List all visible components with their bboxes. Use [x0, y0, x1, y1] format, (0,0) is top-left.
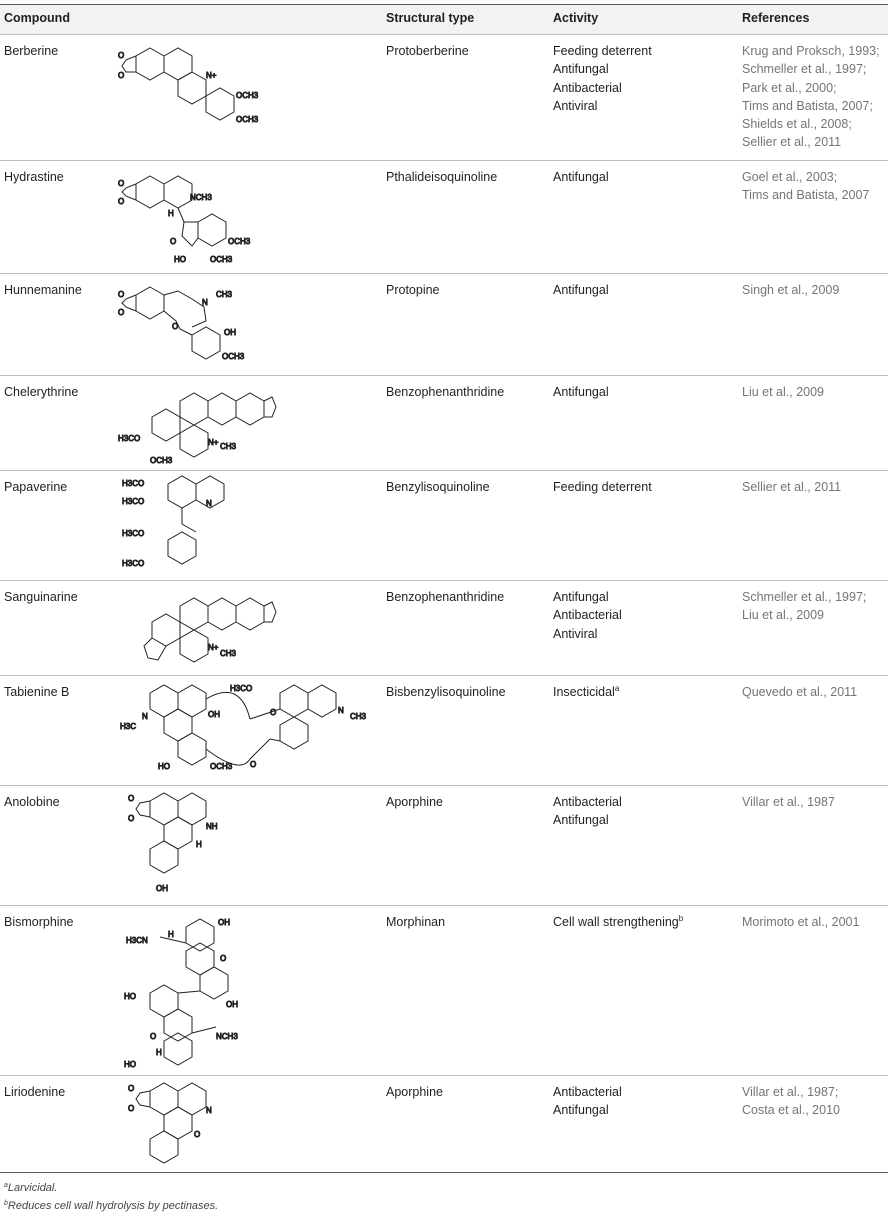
activity-cell — [553, 683, 619, 701]
reference-line: Liu et al., 2009 — [742, 608, 825, 623]
label-och3: OCH3 — [150, 456, 173, 465]
activity-line: Antifungal — [553, 813, 609, 828]
table-row-tabienine-b — [0, 675, 888, 785]
table-row-hunnemanine — [0, 273, 888, 375]
label-h3co-4: H3CO — [122, 559, 145, 568]
compound-name: Tabienine B — [4, 685, 70, 699]
reference-line: Schmeller et al., 1997; — [742, 62, 867, 77]
footnote-mark: b — [678, 914, 684, 923]
activity-line — [553, 913, 683, 931]
structure-hunnemanine — [120, 277, 270, 372]
reference-line: Shields et al., 2008; — [742, 117, 852, 132]
label-o: O — [270, 708, 277, 717]
svg-text:O: O — [128, 814, 135, 823]
activity-cell — [553, 478, 652, 496]
references-cell — [742, 168, 869, 205]
reference-line: Schmeller et al., 1997; — [742, 590, 867, 604]
svg-text:O: O — [118, 51, 125, 60]
compound-name: Berberine — [4, 44, 59, 58]
footnote-text: Reduces cell wall hydrolysis by pectinases. — [7, 1200, 219, 1212]
label-och3: OCH3 — [222, 352, 245, 361]
label-h3co: H3CO — [118, 434, 141, 443]
label-nch3: NCH3 — [216, 1032, 238, 1041]
structural-type: Aporphine — [386, 1085, 443, 1099]
activity-line: Feeding deterrent — [553, 44, 652, 58]
compound-name: Hydrastine — [4, 170, 64, 184]
compound-name: Sanguinarine — [4, 590, 78, 604]
references-cell — [742, 683, 857, 701]
reference-line: Villar et al., 1987; — [742, 1085, 839, 1099]
label-och3: OCH3 — [228, 237, 251, 246]
svg-text:O: O — [128, 1104, 135, 1113]
activity-cell — [553, 1083, 622, 1120]
label-oh: OH — [156, 884, 168, 893]
table-row-bismorphine — [0, 905, 888, 1075]
activity-line: Feeding deterrent — [553, 480, 652, 494]
compound-name: Papaverine — [4, 480, 68, 494]
activity-line: Antifungal — [553, 283, 609, 297]
label-ho: HO — [174, 255, 186, 264]
structural-type: Benzylisoquinoline — [386, 480, 490, 494]
reference-line: Costa et al., 2010 — [742, 1103, 840, 1118]
label-h: H — [196, 840, 202, 849]
label-n-plus: N+ — [206, 71, 217, 80]
structure-sanguinarine — [120, 584, 280, 672]
table-row-papaverine — [0, 470, 888, 580]
structural-type: Bisbenzylisoquinoline — [386, 685, 506, 699]
references-cell — [742, 793, 835, 811]
activity-cell — [553, 168, 609, 186]
label-o-2: O — [150, 1032, 157, 1041]
footnote-a — [4, 1182, 57, 1194]
label-h: H — [168, 209, 174, 218]
label-n-plus: N+ — [208, 643, 219, 652]
compound-name: Anolobine — [4, 795, 60, 809]
svg-text:O: O — [118, 71, 125, 80]
activity-line: Antibacterial — [553, 80, 622, 95]
reference-line: Krug and Proksch, 1993; — [742, 44, 880, 58]
structural-type: Protopine — [386, 283, 440, 297]
activity-cell — [553, 588, 622, 643]
activity-line: Antifungal — [553, 1103, 609, 1118]
activity-line: Antifungal — [553, 62, 609, 77]
svg-text:O: O — [118, 308, 125, 317]
references-cell — [742, 913, 859, 931]
activity-line: Antibacterial — [553, 1085, 622, 1099]
label-ch3: CH3 — [350, 712, 367, 721]
activity-text: Insecticidal — [553, 685, 615, 699]
table-bottom-rule — [0, 1172, 888, 1173]
structure-papaverine — [120, 474, 270, 576]
table-row-sanguinarine — [0, 580, 888, 675]
compound-name: Chelerythrine — [4, 385, 79, 399]
activity-cell — [553, 913, 683, 931]
svg-text:O: O — [118, 290, 125, 299]
label-h-2: H — [156, 1048, 162, 1057]
structure-berberine — [120, 38, 270, 133]
header-structural-type: Structural type — [386, 11, 475, 25]
activity-line: Antibacterial — [553, 608, 622, 623]
table-row-anolobine — [0, 785, 888, 905]
label-ch3: CH3 — [216, 290, 233, 299]
label-h3cn: H3CN — [126, 936, 148, 945]
label-n-2: N — [338, 706, 344, 715]
structure-bismorphine — [120, 909, 290, 1071]
activity-cell — [553, 793, 622, 830]
label-oh: OH — [224, 328, 236, 337]
label-h: H — [168, 930, 174, 939]
reference-line: Tims and Batista, 2007 — [742, 188, 870, 203]
structural-type: Pthalideisoquinoline — [386, 170, 498, 184]
reference-line: Sellier et al., 2011 — [742, 480, 842, 494]
header-references: References — [742, 11, 810, 25]
activity-cell — [553, 383, 609, 401]
label-o: O — [172, 322, 179, 331]
label-ch3: CH3 — [220, 649, 237, 658]
label-o: O — [220, 954, 227, 963]
reference-line: Park et al., 2000; — [742, 80, 837, 95]
label-nch3: NCH3 — [190, 193, 212, 202]
compound-name: Bismorphine — [4, 915, 74, 929]
label-n: N — [206, 499, 212, 508]
compound-name: Liriodenine — [4, 1085, 66, 1099]
footnote-text: Larvicidal. — [7, 1182, 58, 1194]
footnote-mark: a — [4, 1182, 8, 1189]
reference-line: Sellier et al., 2011 — [742, 135, 842, 150]
references-cell — [742, 1083, 840, 1120]
structure-tabienine-b — [120, 679, 370, 779]
label-o: O — [170, 237, 177, 246]
references-cell — [742, 42, 880, 152]
label-ho-2: HO — [124, 1060, 136, 1069]
label-n: N — [142, 712, 148, 721]
activity-line — [553, 683, 619, 701]
activity-line: Antiviral — [553, 626, 598, 641]
activity-cell — [553, 281, 609, 299]
svg-text:O: O — [118, 179, 125, 188]
label-ho: HO — [158, 762, 170, 771]
label-oh: OH — [208, 710, 220, 719]
reference-line: Morimoto et al., 2001 — [742, 915, 860, 929]
structural-type: Benzophenanthridine — [386, 385, 505, 399]
references-cell — [742, 588, 866, 625]
structure-chelerythrine — [120, 379, 280, 467]
label-och3: OCH3 — [210, 762, 233, 771]
activity-line: Antifungal — [553, 590, 609, 604]
structure-anolobine — [120, 789, 270, 901]
reference-line: Liu et al., 2009 — [742, 385, 825, 399]
label-n: N — [202, 298, 208, 307]
label-oh-2: OH — [226, 1000, 238, 1009]
label-nh: NH — [206, 822, 218, 831]
label-o: O — [194, 1130, 201, 1139]
label-och3-2: OCH3 — [210, 255, 233, 264]
activity-cell — [553, 42, 652, 115]
reference-line: Tims and Batista, 2007; — [742, 98, 873, 113]
label-h3co-3: H3CO — [122, 529, 145, 538]
activity-line: Antifungal — [553, 170, 609, 184]
table-row-berberine — [0, 34, 888, 160]
structural-type: Aporphine — [386, 795, 443, 809]
label-ho: HO — [124, 992, 136, 1001]
label-ch3: CH3 — [220, 442, 237, 451]
footnote-mark: a — [614, 684, 620, 693]
table-row-chelerythrine — [0, 375, 888, 470]
structural-type: Protoberberine — [386, 44, 469, 58]
reference-line: Villar et al., 1987 — [742, 795, 835, 809]
activity-line: Antibacterial — [553, 795, 622, 809]
label-h3co: H3CO — [122, 479, 145, 488]
table-row-liriodenine — [0, 1075, 888, 1172]
header-activity: Activity — [553, 11, 599, 25]
label-h3c: H3C — [120, 722, 137, 731]
reference-line: Singh et al., 2009 — [742, 283, 840, 297]
references-cell — [742, 281, 839, 299]
references-cell — [742, 478, 841, 496]
svg-text:O: O — [118, 197, 125, 206]
structural-type: Benzophenanthridine — [386, 590, 505, 604]
reference-line: Quevedo et al., 2011 — [742, 685, 858, 699]
activity-line: Antifungal — [553, 385, 609, 399]
activity-text: Cell wall strengthening — [553, 915, 679, 929]
footnote-mark: b — [4, 1200, 8, 1207]
header-compound: Compound — [4, 11, 70, 25]
structure-hydrastine — [120, 164, 270, 269]
label-o-2: O — [250, 760, 257, 769]
label-och3-2: OCH3 — [236, 115, 259, 124]
label-och3: OCH3 — [236, 91, 259, 100]
table-row-hydrastine — [0, 160, 888, 273]
label-n-plus: N+ — [208, 438, 219, 447]
table-top-rule — [0, 4, 888, 5]
footnote-b — [4, 1200, 218, 1212]
structural-type: Morphinan — [386, 915, 446, 929]
svg-text:O: O — [128, 1084, 135, 1093]
label-n: N — [206, 1106, 212, 1115]
label-oh: OH — [218, 918, 230, 927]
structure-liriodenine — [120, 1079, 270, 1169]
activity-line: Antiviral — [553, 98, 598, 113]
svg-text:O: O — [128, 794, 135, 803]
reference-line: Goel et al., 2003; — [742, 170, 838, 184]
label-h3co: H3CO — [230, 684, 253, 693]
references-cell — [742, 383, 824, 401]
label-h3co-2: H3CO — [122, 497, 145, 506]
compound-name: Hunnemanine — [4, 283, 82, 297]
